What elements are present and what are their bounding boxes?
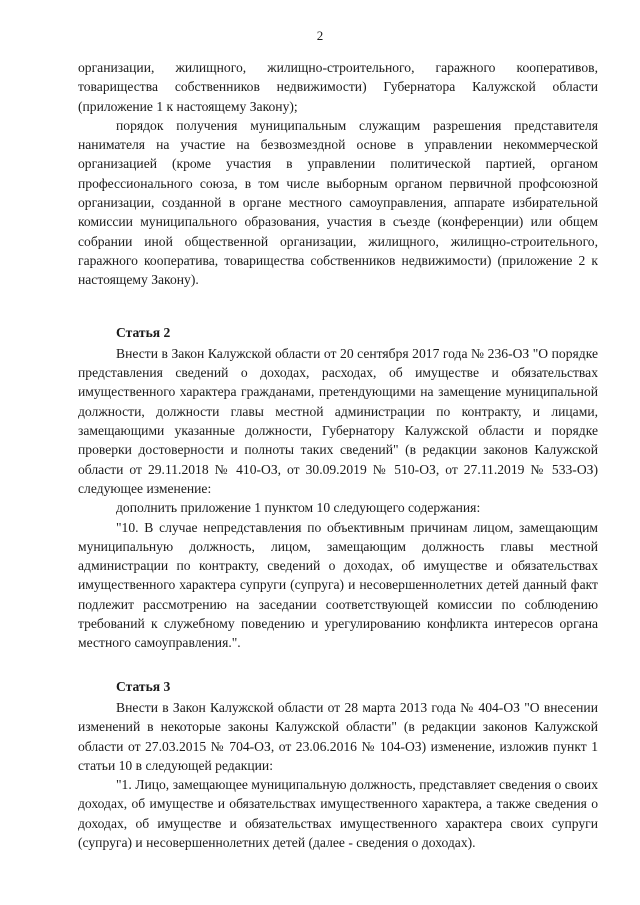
- paragraph-continuation: организации, жилищного, жилищно-строительного, гаражного кооперативов, товарищества собственников недвижимости) Губернатора Калужской области (приложение 1 к настоящему Закону);: [78, 60, 598, 114]
- article-2-paragraph-2: дополнить приложение 1 пунктом 10 следующего содержания:: [116, 500, 481, 516]
- page-number: 2: [316, 28, 324, 43]
- article-2-title: Статья 2: [116, 324, 171, 340]
- article-3-title: Статья 3: [116, 678, 171, 694]
- document-body: [78, 58, 598, 852]
- article-2-paragraph-3: "10. В случае непредставления по объективным причинам лицом, замещающим муниципальную должность, лицом, замещающим должность главы местной администрации по контракту, сведений о доходах, об имуществе и обязательствах имущественного характера супруги (супруга) и несовершеннолетних детей данный факт подлежит рассмотрению на заседании соответствующей комиссии по соблюдению требований к служебному поведению и урегулированию конфликта интересов органа местного самоуправления.".: [78, 519, 598, 651]
- article-3-paragraph-2: "1. Лицо, замещающее муниципальную должность, представляет сведения о своих доходах, об имуществе и обязательствах имущественного характера, а также сведения о доходах, об имуществе и обязательствах имущественного характера своих супруги (супруга) и несовершеннолетних детей (далее - сведения о доходах).: [78, 777, 598, 850]
- article-2-paragraph-1: Внести в Закон Калужской области от 20 сентября 2017 года № 236-ОЗ "О порядке представления сведений о доходах, расходах, об имуществе и обязательствах имущественного характера гражданами, претендующими на замещение муниципальной должности, должности главы местной администрации по контракту, и лицами, замещающими указанные должности, Губернатору Калужской области и порядке проверки достоверности и полноты таких сведений" (в редакции законов Калужской области от 29.11.2018 № 410-ОЗ, от 30.09.2019 № 510-ОЗ, от 27.11.2019 № 533-ОЗ) следующее изменение:: [78, 345, 598, 496]
- section-gap: [78, 290, 598, 323]
- paragraph-permission-procedure: порядок получения муниципальным служащим разрешения представителя нанимателя на участие на безвозмездной основе в управлении некоммерческой организацией (кроме участия в управлении политической партией, органом профессионального союза, в том числе выборным органом первичной профсоюзной организации, созданной в органе местного самоуправления, аппарате избирательной комиссии муниципального образования, участия в съезде (конференции) или общем собрании иной общественной организации, жилищного, жилищно-строительного, гаражного кооператива, товарищества собственников недвижимости) (приложение 2 к настоящему Закону).: [78, 117, 598, 288]
- section-gap: [78, 653, 598, 677]
- article-3-paragraph-1: Внести в Закон Калужской области от 28 марта 2013 года № 404-ОЗ "О внесении изменений в некоторые законы Калужской области" (в редакции законов Калужской области от 27.03.2015 № 704-ОЗ, от 23.06.2016 № 104-ОЗ) изменение, изложив пункт 1 статьи 10 в следующей редакции:: [78, 699, 598, 773]
